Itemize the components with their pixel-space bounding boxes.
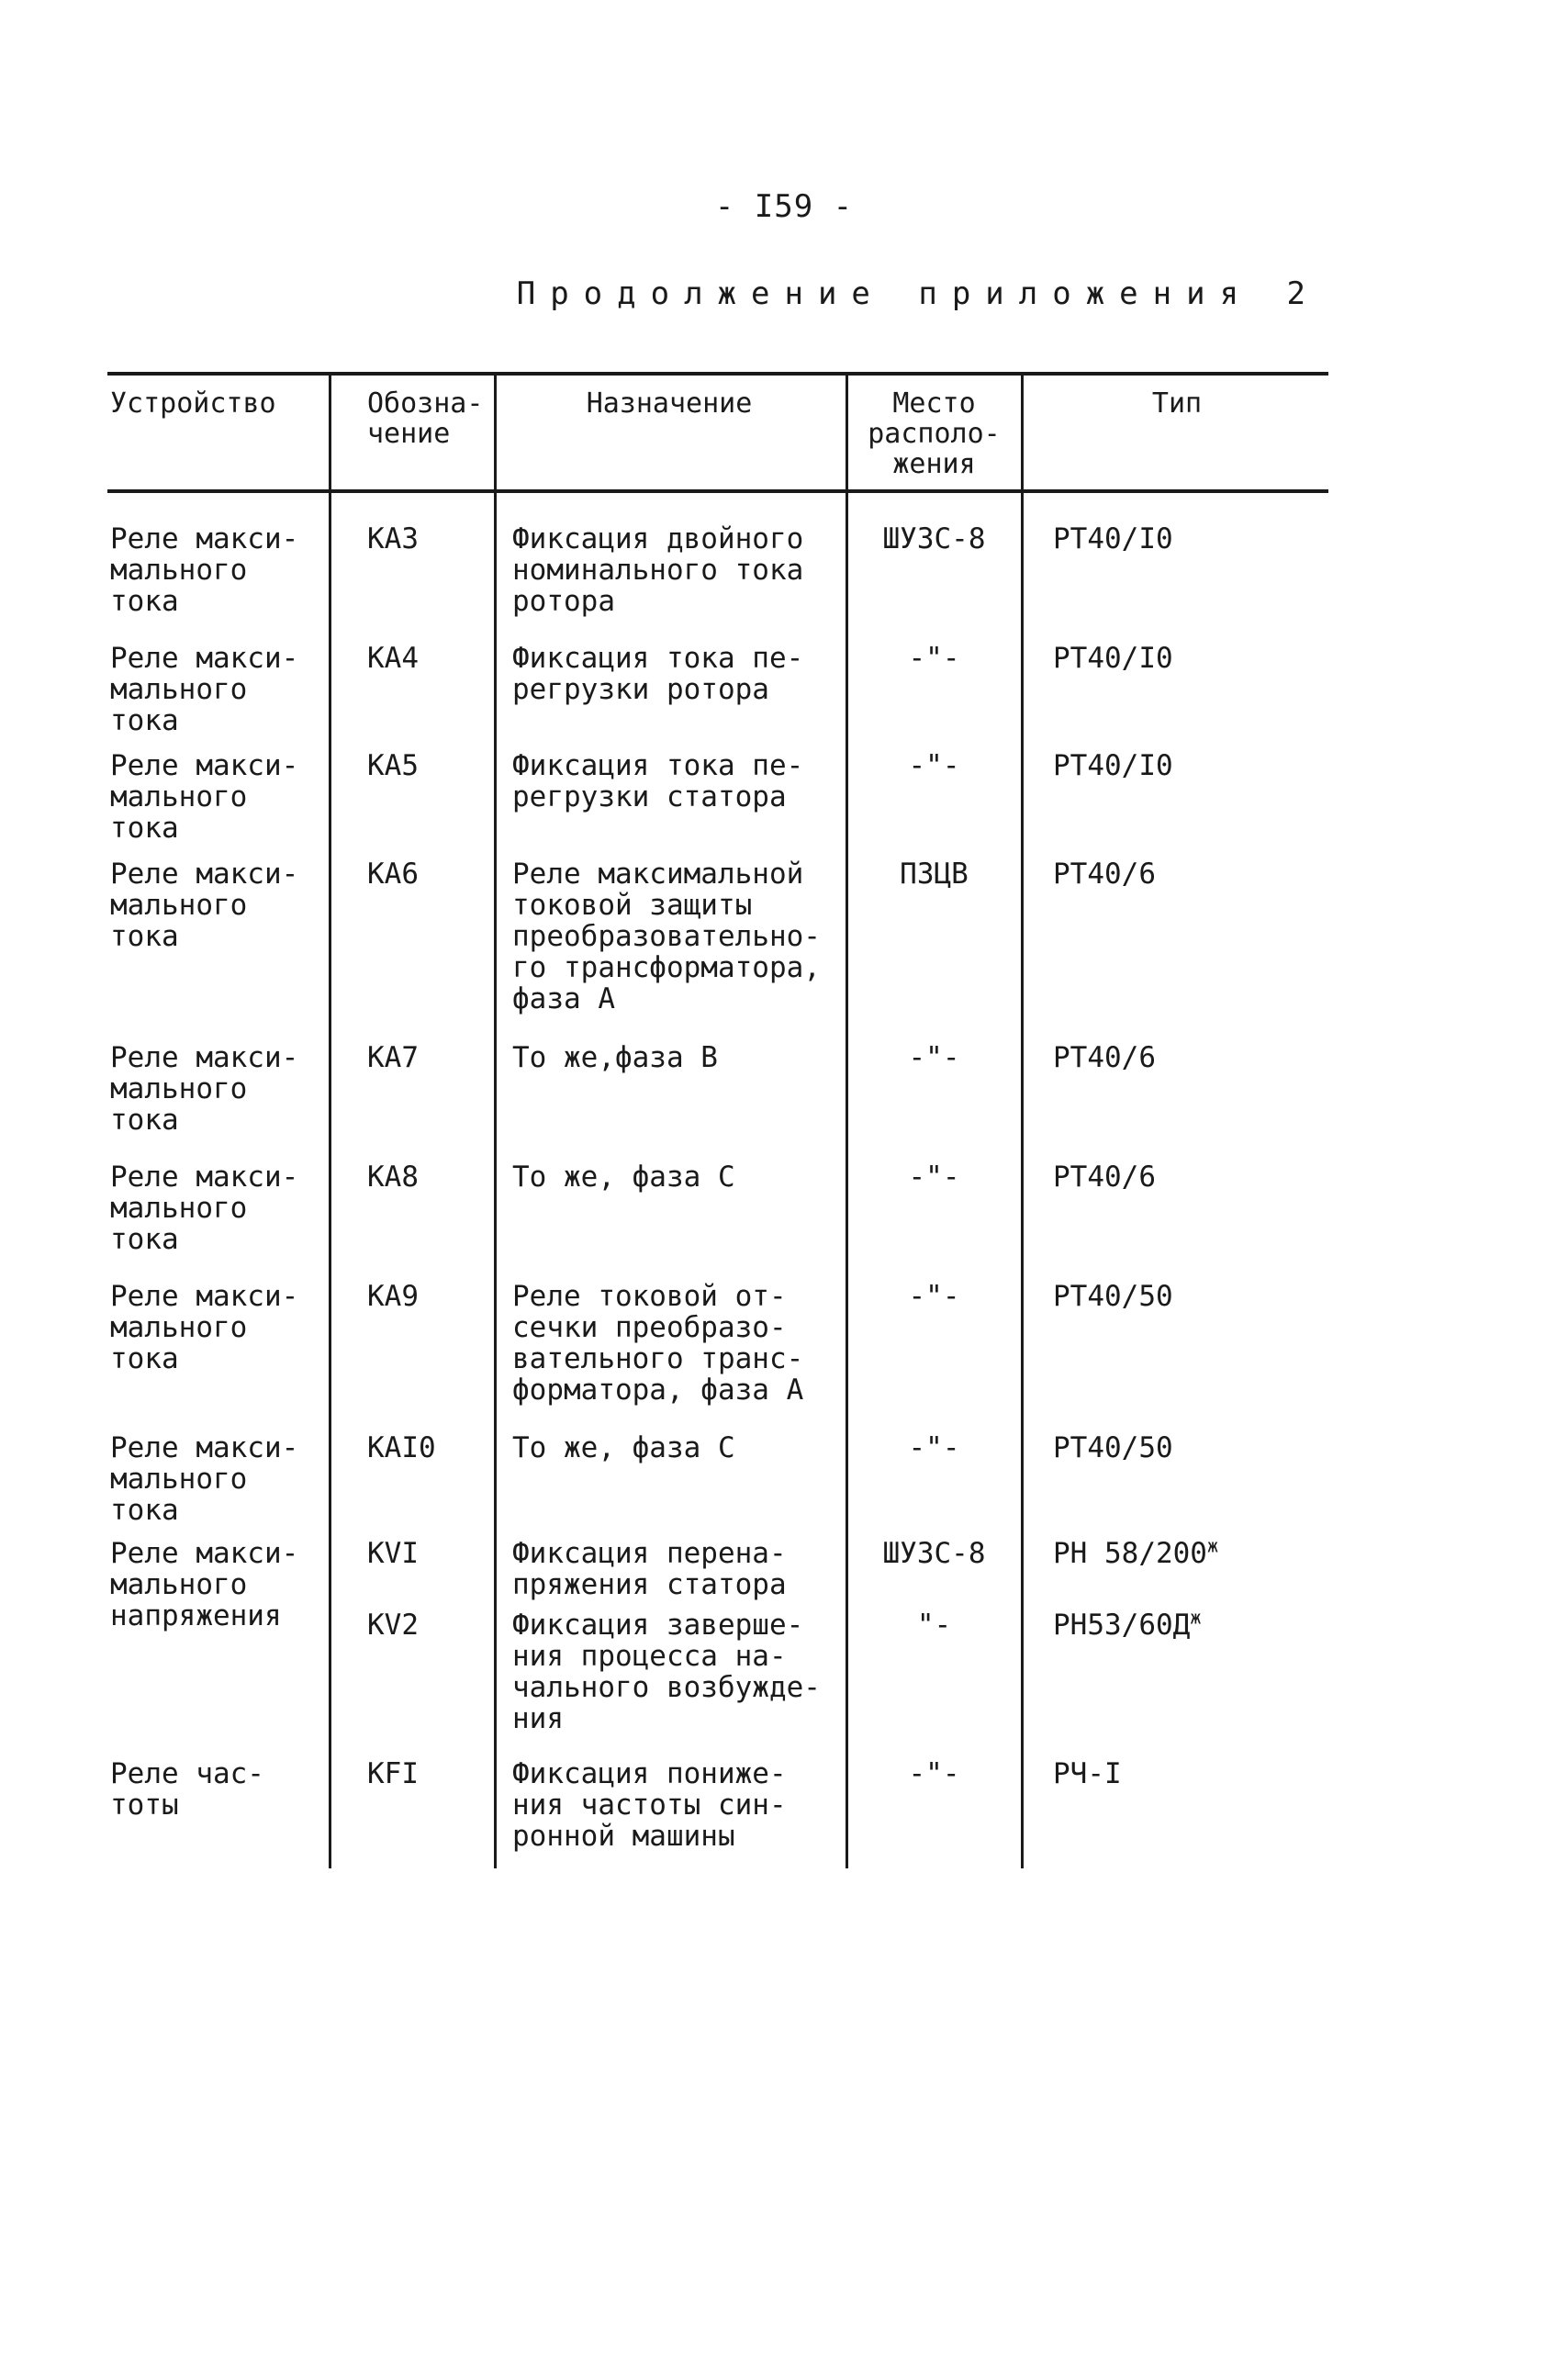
row-11-designation: КFI: [367, 1757, 419, 1790]
row-1-purpose: Фиксация двойного номинального тока ротора: [512, 522, 804, 618]
row-1-designation: КАЗ: [367, 522, 419, 555]
row-10-type: [1053, 1606, 1202, 1642]
row-10-designation: КV2: [367, 1609, 419, 1642]
row-6-designation: КА8: [367, 1161, 419, 1194]
row-10-type-note: ж: [1190, 1606, 1202, 1629]
row-4-purpose: Реле максимальной токовой защиты преобразовательно- го трансформатора, фаза А: [512, 858, 821, 1015]
row-1-location: ШУЗС-8: [882, 522, 986, 555]
header-type: Тип: [1151, 387, 1203, 420]
row-2-purpose: Фиксация тока пе- регрузки ротора: [512, 642, 804, 706]
row-7-location: -"-: [908, 1280, 960, 1313]
row-3-type: РТ40/I0: [1053, 749, 1173, 782]
row-9-type-text: РН 58/200: [1053, 1537, 1207, 1570]
row-9-type-note: ж: [1206, 1534, 1219, 1557]
row-4-type: РТ40/6: [1053, 858, 1156, 891]
row-2-device: Реле макси- мального тока: [110, 642, 299, 737]
row-9-type: [1053, 1534, 1219, 1570]
row-8-device: Реле макси- мального тока: [110, 1431, 299, 1527]
row-11-type: РЧ-I: [1053, 1757, 1122, 1790]
header-bottom-rule: [107, 489, 1328, 493]
row-3-location: -"-: [908, 749, 960, 782]
row-11-purpose: Фиксация пониже- ния частоты син- ронной машины: [512, 1757, 787, 1853]
row-5-purpose: То же,фаза В: [512, 1041, 718, 1074]
row-10-purpose: Фиксация заверше- ния процесса на- чального возбужде- ния: [512, 1609, 821, 1735]
row-1-type: РТ40/I0: [1053, 522, 1173, 555]
row-11-device: Реле час- тоты: [110, 1757, 264, 1822]
row-5-location: -"-: [908, 1041, 960, 1074]
table-top-rule: [107, 372, 1328, 376]
row-7-purpose: Реле токовой от- сечки преобразо- вательного транс- форматора, фаза А: [512, 1280, 804, 1407]
row-11-location: -"-: [908, 1757, 960, 1790]
row-10-location: "-: [916, 1609, 952, 1642]
row-7-device: Реле макси- мального тока: [110, 1280, 299, 1375]
row-2-type: РТ40/I0: [1053, 642, 1173, 675]
row-2-designation: КА4: [367, 642, 419, 675]
column-divider: [1021, 372, 1024, 1868]
column-divider: [846, 372, 848, 1868]
row-6-type: РТ40/6: [1053, 1161, 1156, 1194]
row-3-designation: КА5: [367, 749, 419, 782]
row-7-designation: КА9: [367, 1280, 419, 1313]
row-9-designation: КVI: [367, 1537, 419, 1570]
row-8-designation: КАI0: [367, 1431, 436, 1464]
row-9-purpose: Фиксация перена- пряжения статора: [512, 1537, 787, 1601]
row-7-type: РТ40/50: [1053, 1280, 1173, 1313]
column-divider: [329, 372, 331, 1868]
row-9-location: ШУЗС-8: [882, 1537, 986, 1570]
header-location: Место располо- жения: [868, 387, 1001, 480]
equipment-table: [107, 372, 1328, 1868]
row-4-designation: КА6: [367, 858, 419, 891]
row-3-purpose: Фиксация тока пе- регрузки статора: [512, 749, 804, 813]
column-divider: [494, 372, 497, 1868]
row-5-designation: КА7: [367, 1041, 419, 1074]
header-purpose: Назначение: [586, 387, 753, 420]
row-8-location: -"-: [908, 1431, 960, 1464]
row-9-device: Реле макси- мального напряжения: [110, 1537, 299, 1632]
row-6-device: Реле макси- мального тока: [110, 1161, 299, 1256]
row-8-type: РТ40/50: [1053, 1431, 1173, 1464]
row-4-location: ПЗЦВ: [900, 858, 969, 891]
row-10-type-text: РН53/60Д: [1053, 1609, 1191, 1642]
continuation-caption: Продолжение приложения 2: [516, 275, 1320, 312]
row-5-type: РТ40/6: [1053, 1041, 1156, 1074]
page-number: - I59 -: [714, 188, 854, 225]
row-8-purpose: То же, фаза С: [512, 1431, 735, 1464]
row-6-purpose: То же, фаза С: [512, 1161, 735, 1194]
row-3-device: Реле макси- мального тока: [110, 749, 299, 845]
row-5-device: Реле макси- мального тока: [110, 1041, 299, 1137]
header-designation: Обозна- чение: [367, 387, 484, 450]
row-2-location: -"-: [908, 642, 960, 675]
row-1-device: Реле макси- мального тока: [110, 522, 299, 618]
row-6-location: -"-: [908, 1161, 960, 1194]
row-4-device: Реле макси- мального тока: [110, 858, 299, 953]
header-device: Устройство: [110, 387, 276, 420]
